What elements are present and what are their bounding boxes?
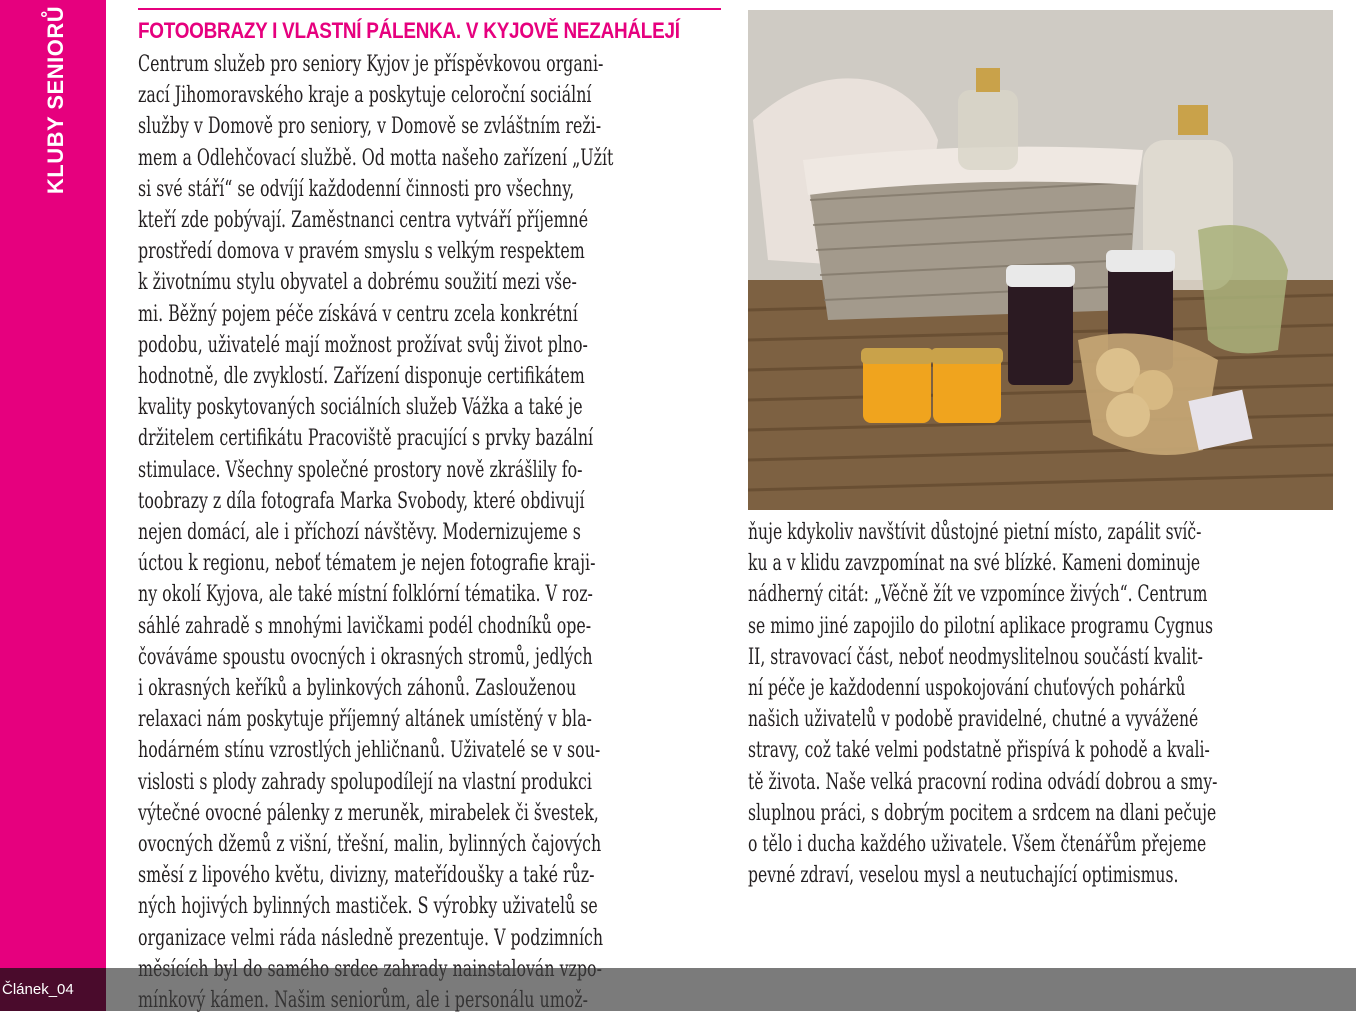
article-body-right bbox=[748, 517, 1331, 891]
text-line: zací Jihomoravského kraje a poskytuje celoroční sociální bbox=[138, 83, 592, 109]
text-line: mem a Odlehčovací službě. Od motta našeho zařízení „Užít bbox=[138, 145, 614, 171]
bottom-overlay-bar bbox=[0, 968, 1356, 1011]
text-line: směsí z lipového květu, divizny, mateřídoušky a také růz- bbox=[138, 863, 595, 889]
text-line: kteří zde pobývají. Zaměstnanci centra vytváří příjemné bbox=[138, 208, 589, 234]
text-line: ny okolí Kyjova, ale také místní folklórní tématika. V roz- bbox=[138, 582, 593, 608]
page-label[interactable]: Článek_04 bbox=[0, 968, 106, 1011]
text-line: ňuje kdykoliv navštívit důstojné pietní místo, zapálit svíč- bbox=[748, 520, 1202, 545]
text-line: hodnotně, dle zvyklostí. Zařízení disponuje certifikátem bbox=[138, 364, 585, 390]
text-line: úctou k regionu, neboť tématem je nejen fotografie kraji- bbox=[138, 551, 596, 577]
text-line: sluplnou práci, s dobrým pocitem a srdcem na dlani pečuje bbox=[748, 800, 1217, 826]
text-line: pevné zdraví, veselou mysl a neutuchající optimismus. bbox=[748, 863, 1179, 889]
text-line: podobu, uživatelé mají možnost prožívat svůj život plno- bbox=[138, 332, 588, 358]
text-line: výtečné ovocné pálenky z meruněk, mirabelek či švestek, bbox=[138, 800, 599, 826]
text-line: prostředí domova v pravém smyslu s velkým respektem bbox=[138, 239, 585, 265]
text-line: Centrum služeb pro seniory Kyjov je příspěvkovou organi- bbox=[138, 52, 604, 77]
article-title: FOTOOBRAZY I VLASTNÍ PÁLENKA. V KYJOVĚ NEZAHÁLEJÍ bbox=[138, 18, 680, 43]
text-line: ní péče je každodenní uspokojování chuťových pohárků bbox=[748, 676, 1186, 702]
text-line: čováváme spoustu ovocných i okrasných stromů, jedlých bbox=[138, 644, 593, 670]
text-line: toobrazy z díla fotografa Marka Svobody, které obdivují bbox=[138, 488, 585, 514]
section-sidebar bbox=[0, 0, 106, 1011]
text-line: II, stravovací část, neboť neodmyslitelnou součástí kvalit- bbox=[748, 644, 1203, 670]
text-line: sáhlé zahradě s mnohými lavičkami podél chodníků ope- bbox=[138, 613, 592, 639]
text-line: nejen domácí, ale i příchozí návštěvy. Modernizujeme s bbox=[138, 520, 581, 546]
basket-photo-illustration bbox=[748, 10, 1333, 510]
text-line: stravy, což také velmi podstatně přispívá k pohodě a kvali- bbox=[748, 738, 1210, 764]
article-body-left bbox=[138, 49, 721, 1016]
text-line: služby v Domově pro seniory, v Domově se zvláštním reži- bbox=[138, 114, 602, 140]
text-line: ovocných džemů z višní, třešní, malin, bylinných čajových bbox=[138, 832, 602, 858]
text-line: držitelem certifikátu Pracoviště pracující s prvky bazální bbox=[138, 426, 594, 452]
text-line: stimulace. Všechny společné prostory nově zkrášlily fo- bbox=[138, 457, 583, 483]
text-line: organizace velmi ráda následně prezentuje. V podzimních bbox=[138, 925, 604, 951]
text-line: k životnímu stylu obyvatel a dobrému soužití mezi vše- bbox=[138, 270, 577, 296]
text-line: i okrasných keříků a bylinkových záhonů. Zaslouženou bbox=[138, 676, 577, 702]
text-line: si své stáří“ se odvíjí každodenní činnosti pro všechny, bbox=[138, 176, 575, 202]
text-line: vislosti s plody zahrady spolupodílejí na vlastní produkci bbox=[138, 769, 592, 795]
text-line: ku a v klidu zavzpomínat na své blízké. Kameni dominuje bbox=[748, 551, 1201, 577]
text-line: našich uživatelů v podobě pravidelné, chutné a vyvážené bbox=[748, 707, 1199, 733]
section-label: KLUBY SENIORŮ bbox=[43, 5, 68, 195]
text-line: relaxaci nám poskytuje příjemný altánek umístěný v bla- bbox=[138, 707, 592, 733]
text-line: hodárném stínu vzrostlých jehličnanů. Uživatelé se v sou- bbox=[138, 738, 601, 764]
text-line: mi. Běžný pojem péče získává v centru zcela konkrétní bbox=[138, 301, 578, 327]
text-line: ných hojivých bylinných mastiček. S výrobky uživatelů se bbox=[138, 894, 598, 920]
text-line: se mimo jiné zapojilo do pilotní aplikace programu Cygnus bbox=[748, 613, 1213, 639]
title-rule bbox=[138, 8, 721, 10]
text-line: nádherný citát: „Věčně žít ve vzpomínce živých“. Centrum bbox=[748, 582, 1208, 608]
product-photo bbox=[748, 10, 1333, 510]
text-line: kvality poskytovaných sociálních služeb Vážka a také je bbox=[138, 395, 583, 421]
text-line: o tělo i ducha každého uživatele. Všem čtenářům přejeme bbox=[748, 832, 1207, 858]
text-line: tě života. Naše velká pracovní rodina odvádí dobrou a smy- bbox=[748, 769, 1218, 795]
